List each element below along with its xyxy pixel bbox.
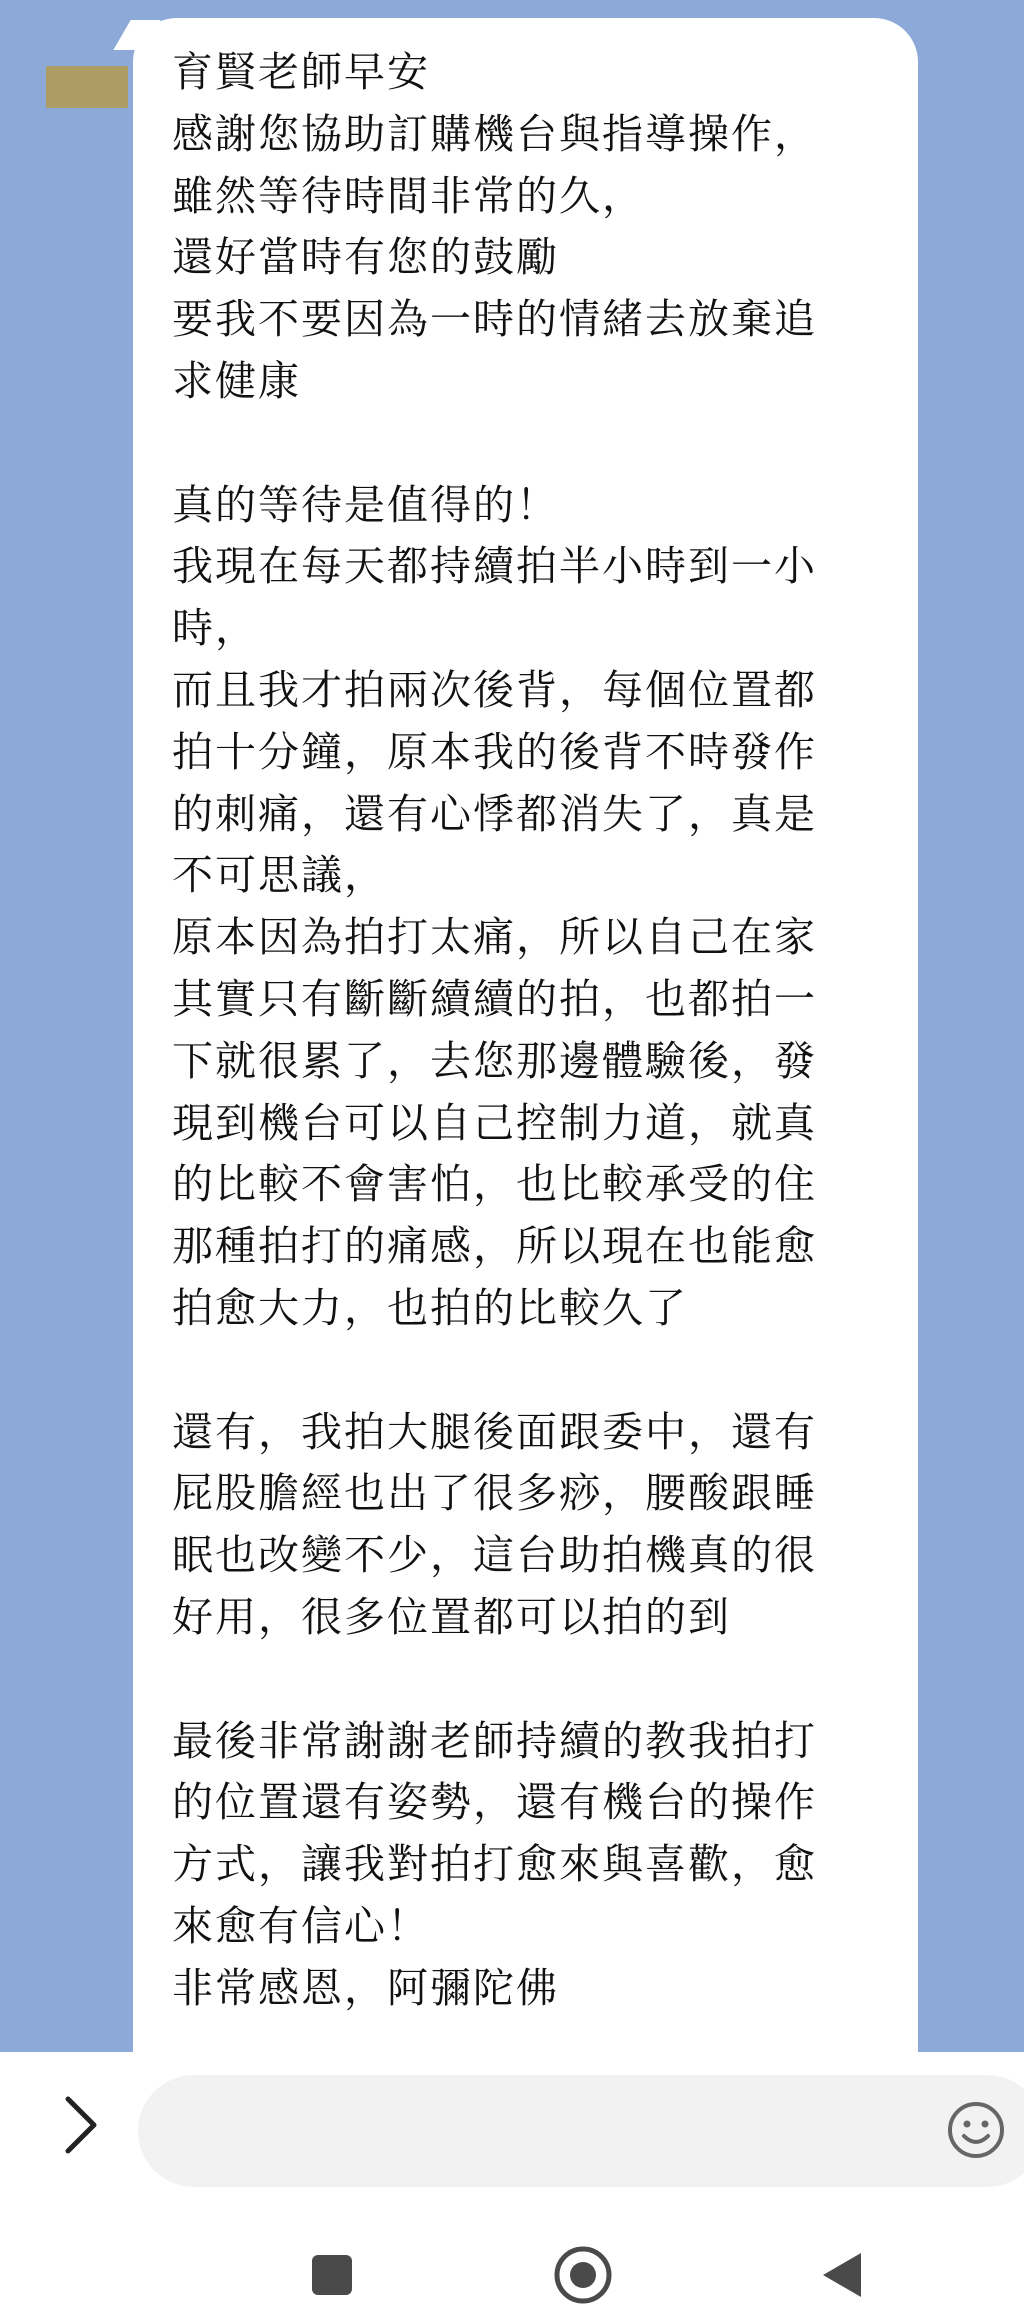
- avatar[interactable]: [46, 66, 128, 108]
- square-icon: [309, 2252, 355, 2298]
- chevron-right-icon: [64, 2095, 98, 2155]
- recents-button[interactable]: [302, 2245, 362, 2305]
- back-button[interactable]: [812, 2245, 872, 2305]
- smiley-icon: [946, 2100, 1006, 2160]
- message-input[interactable]: [138, 2075, 1024, 2187]
- emoji-button[interactable]: [944, 2098, 1008, 2162]
- message-text: 育賢老師早安 感謝您協助訂購機台與指導操作， 雖然等待時間非常的久， 還好當時有您的鼓勵 要我不要因為一時的情緒去放棄追 求健康 真的等待是值得的！ 我現在每天都持續拍半小時到一小 時， 而且我才拍兩次後背，每個位置都 拍十分鐘，原本我的後背不時發作 的刺痛，還有心悸都消失了，真是 不可思議， 原本因為拍打太痛，所以自己在家 其實只有斷斷續續的拍，也都拍一 下就很累了，去您那邊體驗後，發 現到機台可以自己控制力道，就真 的比較不會害怕，也比較承受的住 那種拍打的痛感，所以現在也能愈 拍愈大力，也拍的比較久了 還有，我拍大腿後面跟委中，還有 屁股膽經也出了很多痧，腰酸跟睡 眠也改變不少，這台助拍機真的很 好用，很多位置都可以拍的到 最後非常謝謝老師持續的教我拍打 的位置還有姿勢，還有機台的操作 方式，讓我對拍打愈來與喜歡，愈 來愈有信心！ 非常感恩，阿彌陀佛: [172, 48, 817, 2012]
- expand-button[interactable]: [55, 2090, 107, 2160]
- circle-icon: [553, 2245, 613, 2305]
- triangle-back-icon: [819, 2249, 865, 2301]
- home-button[interactable]: [553, 2245, 613, 2305]
